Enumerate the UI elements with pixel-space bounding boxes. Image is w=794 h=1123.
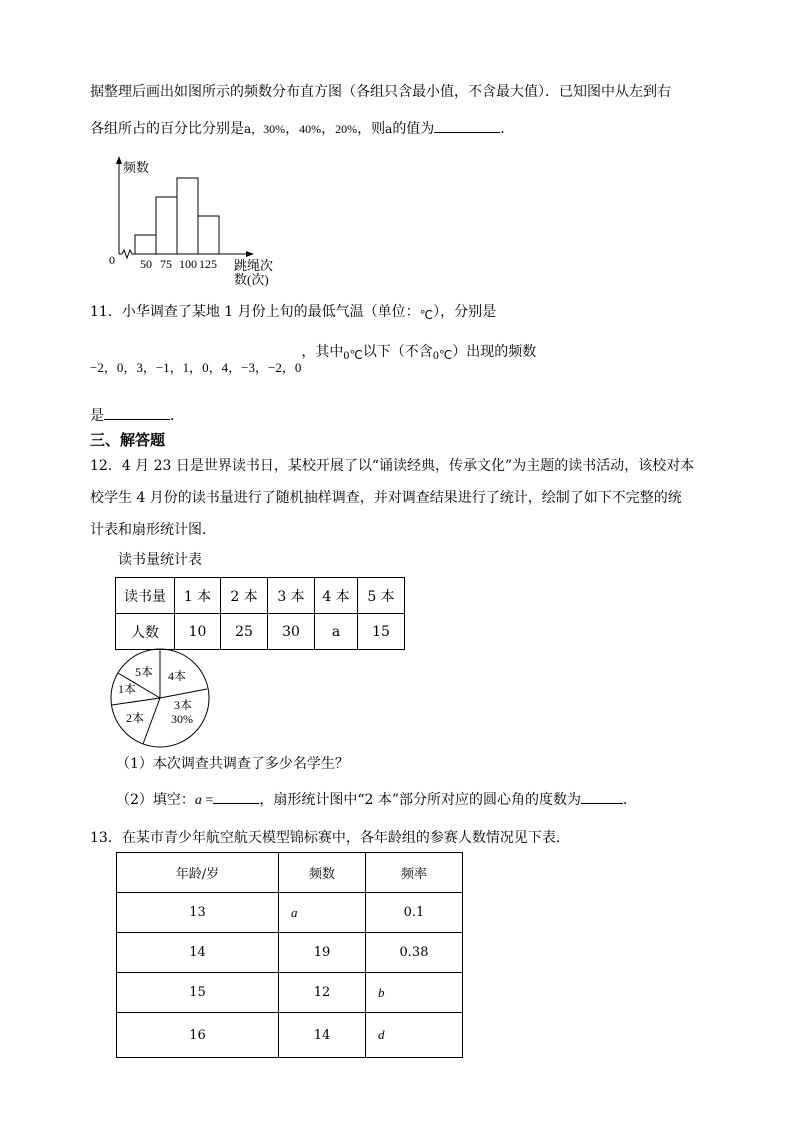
histogram-tick-label: 125 (199, 257, 217, 271)
table-row (117, 933, 463, 973)
q10-text-line1: 据整理后画出如图所示的频数分布直方图（各组只含最小值，不含最大值）．已知图中从左到右 (90, 84, 671, 100)
q12-line2: 校学生 4 月份的读书量进行了随机抽样调查，并对调查结果进行了统计，绘制了如下不完整的统 (90, 490, 682, 506)
table-cell: 14 (117, 933, 279, 973)
q12-a-blank[interactable] (213, 789, 259, 804)
section-title: 三、解答题 (90, 431, 166, 449)
table-cell: 频数 (279, 853, 366, 893)
q11-unit: ℃ (419, 308, 434, 322)
table-cell: 10 (175, 614, 221, 650)
histogram-xlabel-line2: 数(次) (234, 272, 269, 287)
q13-line1: 13．在某市青少年航空航天模型锦标赛中，各年龄组的参赛人数情况见下表． (90, 830, 570, 846)
q12-sub2 (116, 789, 637, 811)
table-cell: a (315, 614, 358, 650)
table-cell: 5 本 (358, 578, 405, 614)
q11-mid1: ，其中 (301, 344, 344, 360)
table-cell: 12 (279, 973, 366, 1013)
table-cell: 30 (268, 614, 315, 650)
q12-sub1: （1）本次调查共调查了多少名学生？ (116, 756, 349, 772)
pie-chart (108, 646, 212, 750)
q10-pct3: 20% (335, 122, 358, 136)
q11-zero-c: 0℃ (343, 348, 363, 362)
table-cell: 14 (279, 1013, 366, 1058)
pie-label-1: 1本 (118, 682, 137, 696)
q10-comma1: ， (285, 121, 300, 137)
q10-comma2: ， (321, 121, 336, 137)
q12-table-title: 读书量统计表 (118, 552, 202, 568)
histogram-tick-label: 75 (160, 257, 172, 271)
pie-label-4: 4本 (168, 669, 187, 683)
histogram-bar (156, 197, 177, 254)
table-cell: 0.38 (366, 933, 463, 973)
pie-label-2: 2本 (126, 711, 145, 725)
q10-pct2: 40% (299, 122, 322, 136)
table-cell: 15 (117, 973, 279, 1013)
q12-sub2-prefix: （2）填空： (116, 792, 195, 808)
table-row (117, 893, 463, 933)
q11-prefix: 11．小华调查了某地 1 月份上旬的最低气温（单位： (90, 304, 420, 320)
pie-label-5: 5本 (135, 665, 154, 679)
q11-line1 (90, 302, 496, 322)
table-cell: d (366, 1013, 463, 1058)
table-cell: 4 本 (315, 578, 358, 614)
pie-label-3-pct: 30% (171, 712, 193, 726)
table-cell: 2 本 (221, 578, 268, 614)
q10-a2: a (385, 122, 393, 136)
q11-line2 (90, 342, 537, 375)
q10-pct1: 30% (263, 122, 286, 136)
q11-zero-c2: 0℃ (432, 348, 453, 362)
table-cell: 年龄/岁 (117, 853, 279, 893)
table-cell: 人数 (116, 614, 175, 650)
q10-then: ，则 (357, 121, 386, 137)
histogram-bar (198, 216, 219, 254)
table-cell: 25 (221, 614, 268, 650)
table-row (117, 853, 463, 893)
q12-sub2-eq: = (201, 793, 214, 808)
table-cell: 读书量 (116, 578, 175, 614)
histogram-tick-label: 100 (179, 257, 197, 271)
q11-answer-blank[interactable] (104, 405, 170, 420)
q10-answer-blank[interactable] (434, 118, 500, 133)
table-cell: 1 本 (175, 578, 221, 614)
table-cell: 3 本 (268, 578, 315, 614)
histogram-tick-label: 50 (140, 257, 152, 271)
table-cell: 13 (117, 893, 279, 933)
age-frequency-table (116, 852, 463, 1058)
q10-a: a， (244, 122, 264, 136)
table-cell: 19 (279, 933, 366, 973)
reading-stats-table (115, 577, 405, 650)
q12-line3: 计表和扇形统计图． (90, 522, 216, 538)
histogram-ylabel: 频数 (123, 161, 150, 176)
q11-suffix: ），分别是 (433, 304, 497, 320)
pie-label-3: 3本 (174, 698, 193, 712)
histogram-origin: 0 (109, 253, 115, 267)
q11-values: −2，0，3，−1，1，0，4，−3，−2，0 (90, 360, 302, 375)
histogram-bar (177, 178, 198, 254)
q11-mid3: ）出现的频数 (452, 344, 537, 360)
table-cell: b (366, 973, 463, 1013)
q11-line3-prefix: 是 (90, 408, 104, 424)
q12-sub2-mid: ，扇形统计图中“2 本”部分所对应的圆心角的度数为 (259, 792, 581, 808)
histogram-xlabel-line1: 跳绳次 (234, 258, 274, 273)
q12-sub2-period: ． (623, 792, 637, 808)
q11-period: ． (170, 408, 184, 424)
q11-line3 (90, 405, 184, 426)
q12-line1: 12．4 月 23 日是世界读书日，某校开展了以“诵读经典，传承文化”为主题的读书活动，该校对本 (90, 458, 695, 474)
table-row (117, 973, 463, 1013)
table-row (116, 614, 405, 650)
q10-suffix: 的值为 (392, 121, 435, 137)
histogram-bar (135, 235, 156, 254)
table-row (117, 1013, 463, 1058)
table-cell: 16 (117, 1013, 279, 1058)
table-cell: 15 (358, 614, 405, 650)
q12-sub2-a: a (194, 793, 202, 808)
q11-mid2: 以下（不含 (362, 344, 433, 360)
q10-period: ． (500, 121, 515, 137)
q12-angle-blank[interactable] (581, 789, 623, 804)
table-cell: 0.1 (366, 893, 463, 933)
table-row (116, 578, 405, 614)
q10-text-line2 (90, 118, 514, 139)
q10-line2-prefix: 各组所占的百分比分别是 (90, 121, 244, 137)
table-cell: a (279, 893, 366, 933)
table-cell: 频率 (366, 853, 463, 893)
histogram-chart (100, 150, 310, 290)
